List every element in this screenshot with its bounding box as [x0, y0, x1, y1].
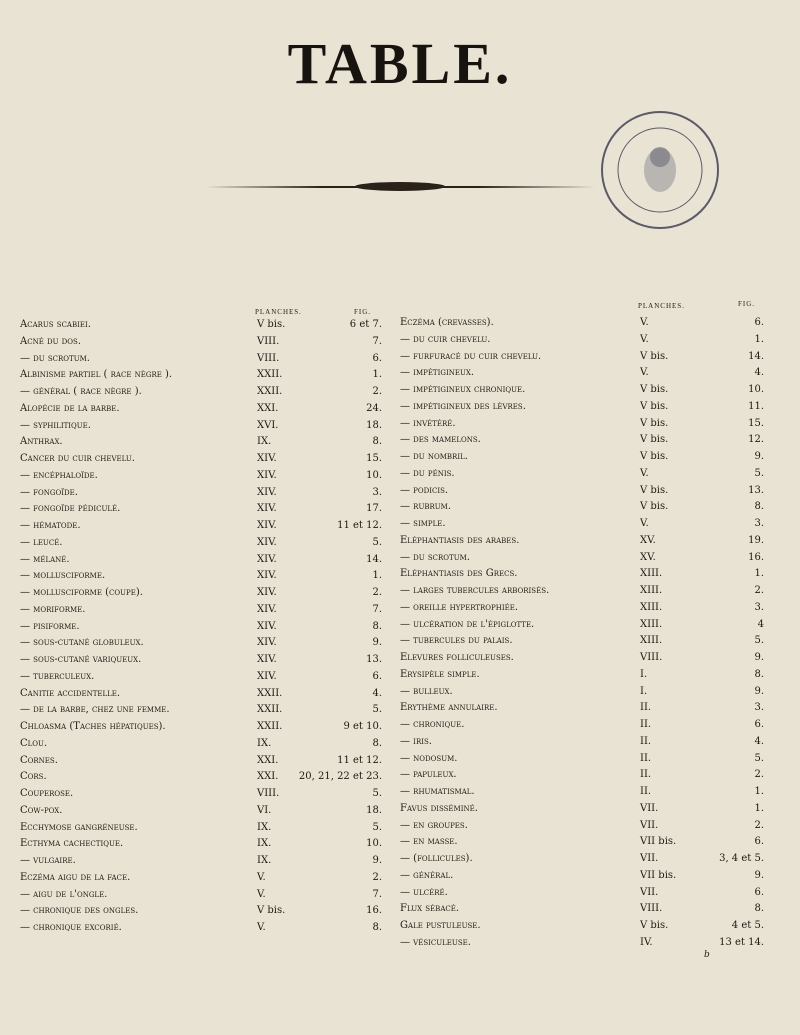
entry-name: — sous-cutané globuleux. [20, 637, 144, 649]
plate-number: XXII. [257, 386, 283, 397]
entry-name: — pisiforme. [20, 620, 80, 632]
plate-number: IX. [257, 737, 272, 749]
index-row [0, 333, 800, 347]
plate-number: VII. [640, 886, 659, 898]
figure-number: 12. [748, 434, 764, 446]
figure-number: 4 et 5. [731, 920, 764, 931]
figure-number: 8. [372, 620, 382, 632]
plate-number: XIII. [640, 618, 663, 630]
plate-number: V bis. [640, 484, 669, 496]
entry-name: — oreille hypertrophiée. [400, 601, 518, 613]
plate-number: XXI. [257, 754, 279, 766]
figure-number: 2. [754, 819, 764, 831]
plate-number: VIII. [257, 788, 280, 799]
entry-name: — en groupes. [400, 819, 468, 831]
figure-number: 6. [372, 670, 382, 682]
index-row [0, 835, 800, 849]
plate-number: V bis. [257, 905, 286, 917]
entry-name: — général ( race nègre ). [20, 386, 142, 397]
figure-number: 4 [757, 618, 764, 630]
figure-number: 5. [372, 536, 382, 548]
index-row [0, 634, 800, 648]
entry-name: — iris. [400, 735, 432, 747]
plate-number: II. [640, 786, 652, 797]
index-row [0, 366, 800, 380]
figure-number: 9. [754, 869, 764, 881]
figure-number: 2. [372, 871, 382, 883]
entry-name: Erythème annulaire. [400, 702, 498, 714]
entry-name: — podicis. [400, 484, 449, 496]
figure-number: 9. [372, 637, 382, 649]
entry-name: — mélané. [20, 553, 70, 565]
entry-name: — sous-cutané variqueux. [20, 654, 142, 665]
plate-number: XXI. [257, 771, 279, 783]
figure-number: 18. [366, 804, 382, 816]
entry-name: Albinisme partiel ( race nègre ). [20, 369, 173, 381]
index-row [0, 869, 800, 883]
figure-number: 13. [366, 654, 382, 665]
plate-number: XXI. [257, 402, 279, 414]
entry-name: — chronique excorié. [20, 922, 122, 933]
entry-name: — du scrotum. [400, 551, 470, 563]
figure-number: 2. [754, 769, 764, 781]
figure-number: 5. [372, 821, 382, 833]
index-row [0, 534, 800, 548]
entry-name: — nodosum. [400, 752, 458, 764]
entry-name: — fongoïde. [20, 486, 78, 498]
figure-number: 8. [754, 668, 764, 680]
entry-name: — (follicules). [400, 853, 473, 864]
plate-number: XIV. [257, 587, 277, 598]
figure-number: 9 et 10. [343, 721, 382, 732]
figure-number: 1. [754, 786, 764, 797]
plate-number: V bis. [640, 920, 669, 931]
index-row [0, 517, 800, 531]
plate-number: XIV. [257, 603, 277, 615]
entry-name: — du pénis. [400, 467, 455, 479]
plate-number: VIII. [640, 652, 663, 663]
plate-number: V. [257, 922, 266, 933]
index-row [0, 735, 800, 749]
index-row [0, 316, 800, 330]
plate-number: V bis. [640, 350, 669, 362]
entry-name: — vésiculeuse. [400, 936, 471, 948]
plate-number: VIII. [257, 352, 280, 364]
entry-name: Flux sébacé. [400, 903, 460, 915]
entry-name: — papuleux. [400, 769, 457, 781]
figure-number: 7. [372, 603, 382, 615]
entry-name: — du nombril. [400, 451, 468, 462]
entry-name: Cancer du cuir chevelu. [20, 453, 135, 464]
plate-number: IX. [257, 838, 272, 850]
plate-number: XXII. [257, 687, 283, 699]
entry-name: Chloasma (Taches hépatiques). [20, 721, 166, 732]
plate-number: VIII. [640, 903, 663, 915]
figure-number: 9. [754, 685, 764, 697]
figure-number: 13 et 14. [719, 936, 764, 948]
plate-number: XIV. [257, 520, 277, 531]
plate-number: V bis. [640, 501, 669, 513]
entry-name: Eczéma (crevasses). [400, 317, 494, 328]
index-row [0, 400, 800, 414]
index-row [0, 902, 800, 916]
entry-name: — simple. [400, 518, 446, 529]
index-row [0, 936, 800, 950]
plate-number: XXII. [257, 704, 283, 716]
index-row [0, 383, 800, 397]
figure-number: 1. [754, 802, 764, 814]
plate-number: XIV. [257, 637, 277, 649]
index-row [0, 718, 800, 732]
plate-number: XIV. [257, 453, 277, 464]
plate-number: V bis. [640, 384, 669, 395]
index-row [0, 768, 800, 782]
figure-number: 11. [748, 400, 764, 412]
plate-number: XIV. [257, 486, 277, 498]
entry-name: — rubrum. [400, 501, 452, 513]
figure-number: 7. [372, 888, 382, 900]
figure-number: 10. [366, 838, 382, 850]
entry-name: Erysipèle simple. [400, 668, 480, 680]
plate-number: XIV. [257, 503, 277, 515]
plate-number: V. [640, 333, 649, 345]
figure-number: 3. [754, 702, 764, 714]
figure-number: 5. [754, 467, 764, 479]
entry-name: Elevures folliculeuses. [400, 652, 514, 663]
figure-number: 10. [748, 384, 764, 395]
entry-name: Couperose. [20, 788, 74, 799]
figure-number: 6. [372, 352, 382, 364]
entry-name: Acné du dos. [20, 335, 82, 347]
entry-name: Eléphantiasis des Grecs. [400, 568, 518, 580]
figure-number: 18. [366, 419, 382, 431]
entry-name: — de la barbe, chez une femme. [20, 704, 170, 716]
figure-number: 6. [754, 886, 764, 898]
figure-number: 1. [754, 568, 764, 580]
index-row [0, 618, 800, 632]
plate-number: XXII. [257, 369, 283, 381]
plate-number: V. [640, 518, 649, 529]
plate-number: XIII. [640, 601, 663, 613]
index-row [0, 484, 800, 498]
plate-number: XXII. [257, 721, 283, 732]
entry-name: — impétigineux chronique. [400, 384, 526, 395]
entry-name: Anthrax. [20, 436, 63, 448]
entry-name: — moriforme. [20, 603, 86, 615]
entry-name: — tuberculeux. [20, 670, 95, 682]
left-header-planches: PLANCHES. [255, 308, 302, 316]
entry-name: — mollusciforme (coupe). [20, 587, 143, 598]
figure-number: 1. [372, 570, 382, 582]
entry-name: — général. [400, 869, 454, 881]
entry-name: — larges tubercules arborisés. [400, 585, 550, 596]
figure-number: 8. [754, 903, 764, 915]
plate-number: V. [640, 467, 649, 479]
index-row [0, 651, 800, 665]
figure-number: 5. [372, 704, 382, 716]
plate-number: XVI. [257, 419, 279, 431]
plate-number: II. [640, 735, 652, 747]
index-row [0, 584, 800, 598]
index-row [0, 701, 800, 715]
entry-name: Clou. [20, 737, 48, 749]
index-row [0, 886, 800, 900]
figure-number: 9. [754, 652, 764, 663]
entry-name: — furfuracé du cuir chevelu. [400, 350, 542, 362]
figure-number: 14. [366, 553, 382, 565]
plate-number: XIV. [257, 553, 277, 565]
figure-number: 6. [754, 836, 764, 848]
figure-number: 8. [754, 501, 764, 513]
entry-name: — du cuir chevelu. [400, 333, 491, 345]
plate-number: II. [640, 702, 652, 714]
plate-number: VIII. [257, 335, 280, 347]
index-row [0, 852, 800, 866]
figure-number: 9. [372, 855, 382, 866]
entry-name: Canitie accidentelle. [20, 687, 121, 699]
index-row [0, 819, 800, 833]
plate-number: I. [640, 685, 648, 697]
entry-name: Cors. [20, 771, 47, 783]
library-stamp [595, 105, 725, 235]
figure-number: 5. [754, 752, 764, 764]
figure-number: 3. [754, 601, 764, 613]
index-row [0, 567, 800, 581]
index-row [0, 417, 800, 431]
figure-number: 1. [754, 333, 764, 345]
entry-name: Eléphantiasis des arabes. [400, 534, 520, 546]
plate-number: XIV. [257, 570, 277, 582]
entry-name: Gale pustuleuse. [400, 920, 481, 931]
figure-number: 3, 4 et 5. [719, 853, 764, 864]
entry-name: — chronique. [400, 719, 465, 730]
plate-number: XIII. [640, 568, 663, 580]
plate-number: VI. [257, 804, 272, 816]
plate-number: V bis. [640, 434, 669, 446]
figure-number: 6. [754, 719, 764, 730]
figure-number: 11 et 12. [337, 754, 382, 766]
index-row [0, 500, 800, 514]
plate-number: II. [640, 752, 652, 764]
plate-number: II. [640, 769, 652, 781]
figure-number: 19. [748, 534, 764, 546]
figure-number: 2. [372, 386, 382, 397]
entry-name: — ulcération de l'épiglotte. [400, 618, 535, 630]
entry-name: — syphilitique. [20, 419, 91, 431]
index-row [0, 919, 800, 933]
plate-number: V. [257, 888, 266, 900]
entry-name: Ecthyma cachectique. [20, 838, 124, 850]
plate-number: IV. [640, 936, 653, 948]
plate-number: V bis. [257, 319, 286, 330]
plate-number: VII. [640, 853, 659, 864]
plate-number: XIV. [257, 536, 277, 548]
entry-name: Ecchymose gangréneuse. [20, 821, 138, 833]
entry-name: — vulgaire. [20, 855, 76, 866]
figure-number: 15. [366, 453, 382, 464]
figure-number: 3. [754, 518, 764, 529]
index-row [0, 350, 800, 364]
page-title: TABLE. [287, 31, 513, 96]
right-header-planches: PLANCHES. [638, 302, 685, 310]
entry-name: — des mamelons. [400, 434, 481, 446]
index-row [0, 752, 800, 766]
entry-name: — bulleux. [400, 685, 453, 697]
entry-name: — aigu de l'ongle. [20, 888, 108, 900]
plate-number: XV. [640, 551, 656, 563]
plate-number: VII. [640, 819, 659, 831]
entry-name: — rhumatismal. [400, 786, 475, 797]
entry-name: — chronique des ongles. [20, 905, 139, 917]
left-header-fig: FIG. [354, 308, 372, 316]
figure-number: 8. [372, 737, 382, 749]
figure-number: 5. [372, 788, 382, 799]
plate-number: VII bis. [640, 869, 677, 881]
figure-number: 15. [748, 417, 764, 429]
figure-number: 10. [366, 469, 382, 481]
plate-number: V bis. [640, 417, 669, 429]
folio-mark: b [704, 950, 710, 960]
figure-number: 3. [372, 486, 382, 498]
plate-number: XIII. [640, 585, 663, 596]
entry-name: — en masse. [400, 836, 458, 848]
figure-number: 9. [754, 451, 764, 462]
index-row [0, 802, 800, 816]
entry-name: — du scrotum. [20, 352, 90, 364]
index-row [0, 668, 800, 682]
entry-name: — tubercules du palais. [400, 635, 513, 647]
entry-name: Alopécie de la barbe. [20, 402, 120, 414]
plate-number: V. [257, 871, 266, 883]
figure-number: 8. [372, 436, 382, 448]
plate-number: IX. [257, 821, 272, 833]
plate-number: XV. [640, 534, 656, 546]
entry-name: Cow-pox. [20, 804, 63, 816]
figure-number: 8. [372, 922, 382, 933]
plate-number: XIV. [257, 654, 277, 665]
entry-name: — encéphaloïde. [20, 469, 98, 481]
rule-ornament [355, 182, 445, 191]
plate-number: XIV. [257, 620, 277, 632]
figure-number: 6. [754, 317, 764, 328]
plate-number: VII bis. [640, 836, 677, 848]
entry-name: — fongoïde pédiculé. [20, 503, 121, 515]
entry-name: — ulcéré. [400, 886, 448, 898]
index-row [0, 685, 800, 699]
plate-number: II. [640, 719, 652, 730]
plate-number: XIV. [257, 469, 277, 481]
plate-number: V bis. [640, 400, 669, 412]
figure-number: 2. [372, 587, 382, 598]
figure-number: 14. [748, 350, 764, 362]
entry-name: — impétigineux des lèvres. [400, 400, 526, 412]
plate-number: IX. [257, 436, 272, 448]
index-row [0, 450, 800, 464]
entry-name: — hématode. [20, 520, 81, 531]
right-header-fig: FIG. [738, 300, 756, 308]
figure-number: 24. [366, 402, 382, 414]
figure-number: 4. [754, 735, 764, 747]
figure-number: 4. [372, 687, 382, 699]
entry-name: — impétigineux. [400, 367, 475, 379]
figure-number: 4. [754, 367, 764, 379]
entry-name: — invétéré. [400, 417, 456, 429]
figure-number: 20, 21, 22 et 23. [298, 771, 382, 783]
plate-number: XIV. [257, 670, 277, 682]
index-row [0, 785, 800, 799]
entry-name: Eczéma aigu de la face. [20, 871, 131, 883]
entry-name: Favus disséminé. [400, 802, 478, 814]
plate-number: I. [640, 668, 648, 680]
figure-number: 16. [366, 905, 382, 917]
plate-number: V bis. [640, 451, 669, 462]
figure-number: 11 et 12. [337, 520, 382, 531]
figure-number: 1. [372, 369, 382, 381]
plate-number: XIII. [640, 635, 663, 647]
index-row [0, 467, 800, 481]
entry-name: — leucé. [20, 536, 63, 548]
plate-number: V. [640, 317, 649, 328]
plate-number: IX. [257, 855, 272, 866]
entry-name: — mollusciforme. [20, 570, 106, 582]
figure-number: 16. [748, 551, 764, 563]
entry-name: Acarus scabiei. [20, 319, 91, 330]
figure-number: 13. [748, 484, 764, 496]
plate-number: V. [640, 367, 649, 379]
index-row [0, 433, 800, 447]
figure-number: 5. [754, 635, 764, 647]
index-row [0, 551, 800, 565]
figure-number: 6 et 7. [349, 319, 382, 330]
index-row [0, 601, 800, 615]
plate-number: VII. [640, 802, 659, 814]
figure-number: 2. [754, 585, 764, 596]
figure-number: 7. [372, 335, 382, 347]
entry-name: Cornes. [20, 754, 58, 766]
figure-number: 17. [366, 503, 382, 515]
